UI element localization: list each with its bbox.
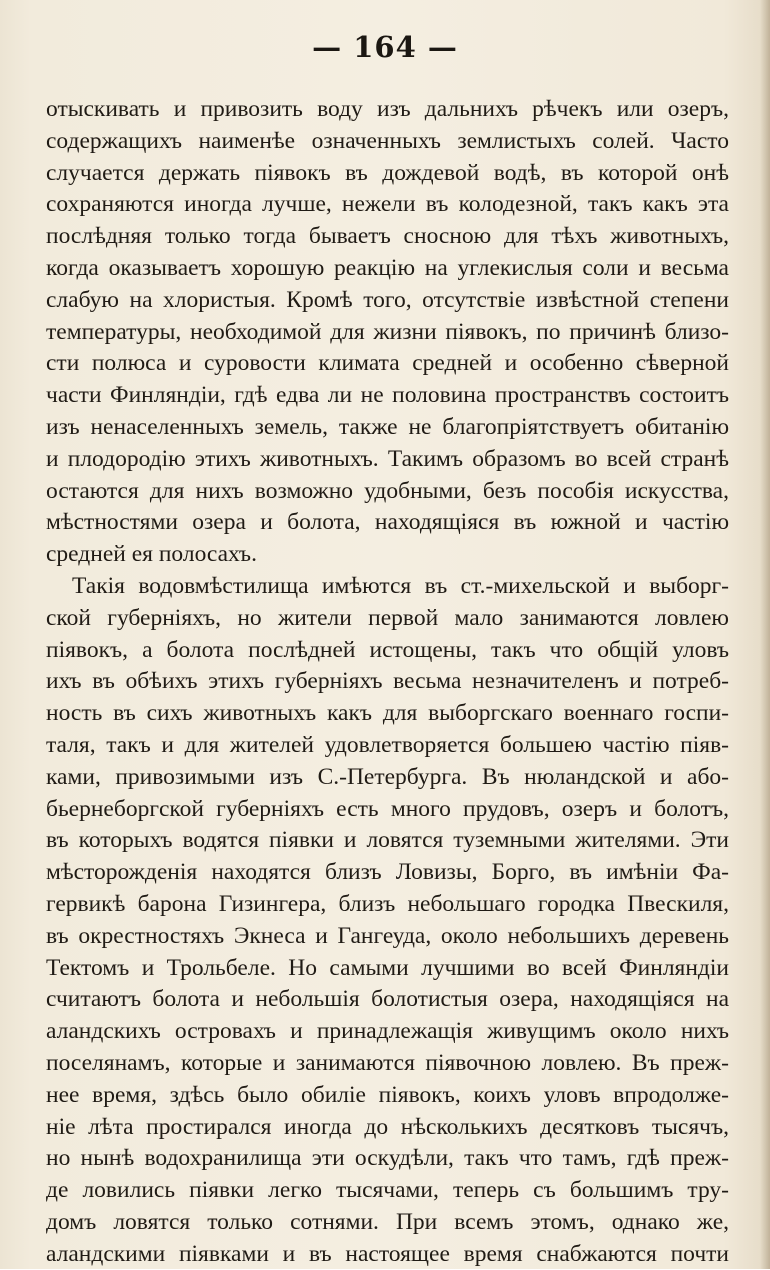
body-text — [46, 94, 729, 1270]
text-line: случается держать піявокъ въ дождевой водѣ, въ которой онѣ — [46, 159, 729, 186]
text-line: Тектомъ и Трольбеле. Но самыми лучшими во всей Финляндіи — [46, 954, 729, 981]
text-line: поселянамъ, которые и занимаются піявочною ловлею. Въ преж- — [46, 1049, 729, 1076]
text-line: сти полюса и суровости климата средней и особенно сѣверной — [46, 350, 729, 377]
text-line: и плодородію этихъ животныхъ. Такимъ образомъ во всей странѣ — [46, 445, 729, 472]
text-line: послѣдняя только тогда бываетъ сносною для тѣхъ животныхъ, — [46, 223, 729, 250]
text-line: піявокъ, а болота послѣдней истощены, такъ что общій уловъ — [46, 636, 729, 663]
text-line: въ которыхъ водятся піявки и ловятся туземными жителями. Эти — [46, 827, 729, 854]
text-line: слабую на хлористыя. Кромѣ того, отсутствіе извѣстной степени — [46, 286, 729, 313]
text-line: ніе лѣта простирался иногда до нѣсколькихъ десятковъ тысячъ, — [46, 1113, 729, 1140]
text-line: ность въ сихъ животныхъ какъ для выборгскаго военнаго госпи- — [46, 700, 729, 727]
text-line: ками, привозимыми изъ С.-Петербурга. Въ нюландской и або- — [46, 763, 729, 790]
text-line: температуры, необходимой для жизни піявокъ, по причинѣ близо- — [46, 318, 729, 345]
text-line: мѣстностями озера и болота, находящіяся въ южной и частію — [46, 509, 729, 536]
text-line: де ловились піявки легко тысячами, теперь съ большимъ тру- — [46, 1177, 729, 1204]
text-line: аландскими піявками и въ настоящее время снабжаются почти — [46, 1240, 729, 1267]
text-line: изъ ненаселенныхъ земель, также не благопріятствуетъ обитанію — [46, 413, 729, 440]
text-line: содержащихъ наименѣе означенныхъ землистыхъ солей. Часто — [46, 127, 729, 154]
text-line: отыскивать и привозить воду изъ дальнихъ рѣчекъ или озеръ, — [46, 96, 729, 122]
page-number: — 164 — — [312, 30, 458, 64]
text-line: гервикѣ барона Гизингера, близъ небольшаго городка Пвескиля, — [46, 890, 729, 917]
text-line: считаютъ болота и небольшія болотистыя озера, находящіяся на — [46, 986, 729, 1013]
text-line: аландскихъ островахъ и принадлежащія живущимъ около нихъ — [46, 1018, 729, 1045]
text-line: домъ ловятся только сотнями. При всемъ этомъ, однако же, — [46, 1208, 729, 1235]
text-line: Такія водовмѣстилища имѣются въ ст.-михельской и выборг- — [72, 572, 729, 599]
text-line: мѣсторожденія находятся близъ Ловизы, Борго, въ имѣніи Фа- — [46, 859, 729, 886]
text-line: ской губерніяхъ, но жители первой мало занимаются ловлею — [46, 604, 729, 631]
text-line: средней ея полосахъ. — [46, 541, 257, 568]
text-line: бьернеборгской губерніяхъ есть много прудовъ, озеръ и болотъ, — [46, 795, 729, 822]
text-line: когда оказываетъ хорошую реакцію на углекислыя соли и весьма — [46, 254, 729, 281]
text-line: нее время, здѣсь было обиліе піявокъ, коихъ уловъ впродолже- — [46, 1081, 729, 1108]
text-line: таля, такъ и для жителей удовлетворяется большею частію піяв- — [46, 731, 729, 758]
text-line: сохраняются иногда лучше, нежели въ колодезной, такъ какъ эта — [46, 191, 729, 218]
text-line: въ окрестностяхъ Экнеса и Гангеуда, около небольшихъ деревень — [46, 922, 729, 949]
text-line: остаются для нихъ возможно удобными, безъ пособія искусства, — [46, 477, 729, 504]
text-line: ихъ въ обѣихъ этихъ губерніяхъ весьма незначителенъ и потреб- — [46, 668, 729, 695]
page-edge-shadow — [760, 0, 770, 1269]
text-line: но нынѣ водохранилища эти оскудѣли, такъ что тамъ, гдѣ преж- — [46, 1145, 729, 1172]
text-line: части Финляндіи, гдѣ едва ли не половина пространствъ состоитъ — [46, 382, 729, 409]
